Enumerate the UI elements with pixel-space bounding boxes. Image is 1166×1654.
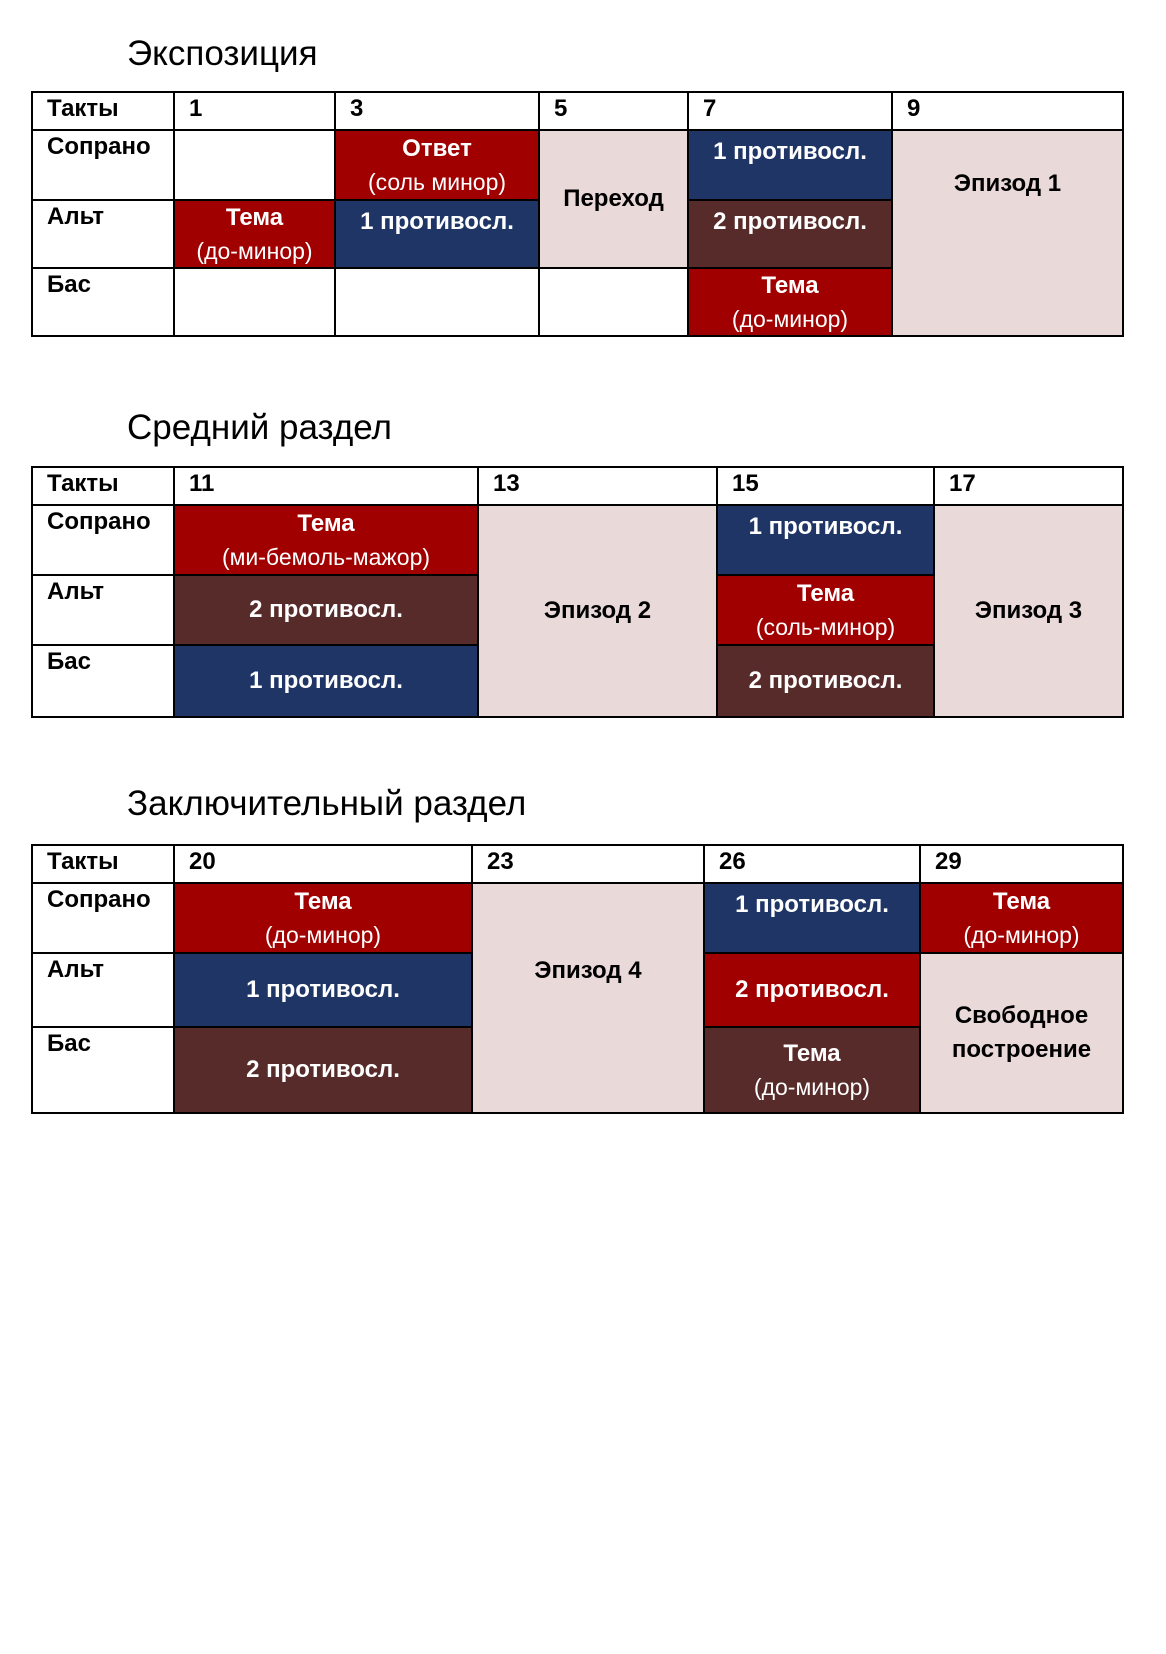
- header-cell: 13: [478, 467, 717, 505]
- theme-cell: Тема (до-минор): [920, 883, 1123, 953]
- row-label: Альт: [32, 953, 174, 1027]
- row-label: Бас: [32, 1027, 174, 1113]
- table-row: [32, 130, 1123, 200]
- countersubject-1-cell: 1 противосл.: [335, 200, 539, 268]
- table-row: [32, 467, 1123, 505]
- header-cell: 9: [892, 92, 1123, 130]
- theme-cell: Тема (ми-бемоль-мажор): [174, 505, 478, 575]
- row-label: Альт: [32, 575, 174, 645]
- header-cell: 5: [539, 92, 688, 130]
- countersubject-1-cell: 1 противосл.: [688, 130, 892, 200]
- header-cell: 29: [920, 845, 1123, 883]
- header-cell: Такты: [32, 467, 174, 505]
- header-cell: 7: [688, 92, 892, 130]
- theme-cell: Тема (до-минор): [174, 200, 335, 268]
- header-cell: 26: [704, 845, 920, 883]
- header-cell: Такты: [32, 845, 174, 883]
- row-label: Сопрано: [32, 505, 174, 575]
- section-title-middle: Средний раздел: [127, 408, 392, 447]
- theme-cell: Тема (до-минор): [704, 1027, 920, 1113]
- header-cell: Такты: [32, 92, 174, 130]
- header-cell: 23: [472, 845, 704, 883]
- table-row: [32, 845, 1123, 883]
- countersubject-2-cell: 2 противосл.: [717, 645, 934, 717]
- row-label: Сопрано: [32, 883, 174, 953]
- section-title-exposition: Экспозиция: [127, 34, 318, 73]
- countersubject-1-cell: 1 противосл.: [174, 953, 472, 1027]
- theme-cell: Тема (соль-минор): [717, 575, 934, 645]
- empty-cell: [539, 268, 688, 336]
- countersubject-2-cell: 2 противосл.: [174, 1027, 472, 1113]
- theme-cell: Тема (до-минор): [174, 883, 472, 953]
- exposition-table: [31, 91, 1124, 337]
- header-cell: 17: [934, 467, 1123, 505]
- empty-cell: [335, 268, 539, 336]
- countersubject-1-cell: 1 противосл.: [174, 645, 478, 717]
- table-row: [32, 505, 1123, 575]
- episode-4-cell: Эпизод 4: [472, 883, 704, 1113]
- row-label: Альт: [32, 200, 174, 268]
- middle-section-table: [31, 466, 1124, 718]
- episode-2-cell: Эпизод 2: [478, 505, 717, 717]
- row-label: Бас: [32, 268, 174, 336]
- episode-1-cell: Эпизод 1: [892, 130, 1123, 336]
- theme-cell: Тема (до-минор): [688, 268, 892, 336]
- header-cell: 15: [717, 467, 934, 505]
- row-label: Бас: [32, 645, 174, 717]
- final-section-table: [31, 844, 1124, 1114]
- row-label: Сопрано: [32, 130, 174, 200]
- section-title-final: Заключительный раздел: [127, 784, 527, 823]
- countersubject-2-cell: 2 противосл.: [174, 575, 478, 645]
- header-cell: 20: [174, 845, 472, 883]
- transition-cell: Переход: [539, 130, 688, 268]
- header-cell: 1: [174, 92, 335, 130]
- header-cell: 3: [335, 92, 539, 130]
- free-construction-cell: Свободное построение: [920, 953, 1123, 1113]
- episode-3-cell: Эпизод 3: [934, 505, 1123, 717]
- countersubject-1-cell: 1 противосл.: [704, 883, 920, 953]
- countersubject-2-cell: 2 противосл.: [704, 953, 920, 1027]
- countersubject-2-cell: 2 противосл.: [688, 200, 892, 268]
- table-row: [32, 883, 1123, 953]
- answer-cell: Ответ (соль минор): [335, 130, 539, 200]
- table-row: [32, 92, 1123, 130]
- empty-cell: [174, 130, 335, 200]
- header-cell: 11: [174, 467, 478, 505]
- countersubject-1-cell: 1 противосл.: [717, 505, 934, 575]
- empty-cell: [174, 268, 335, 336]
